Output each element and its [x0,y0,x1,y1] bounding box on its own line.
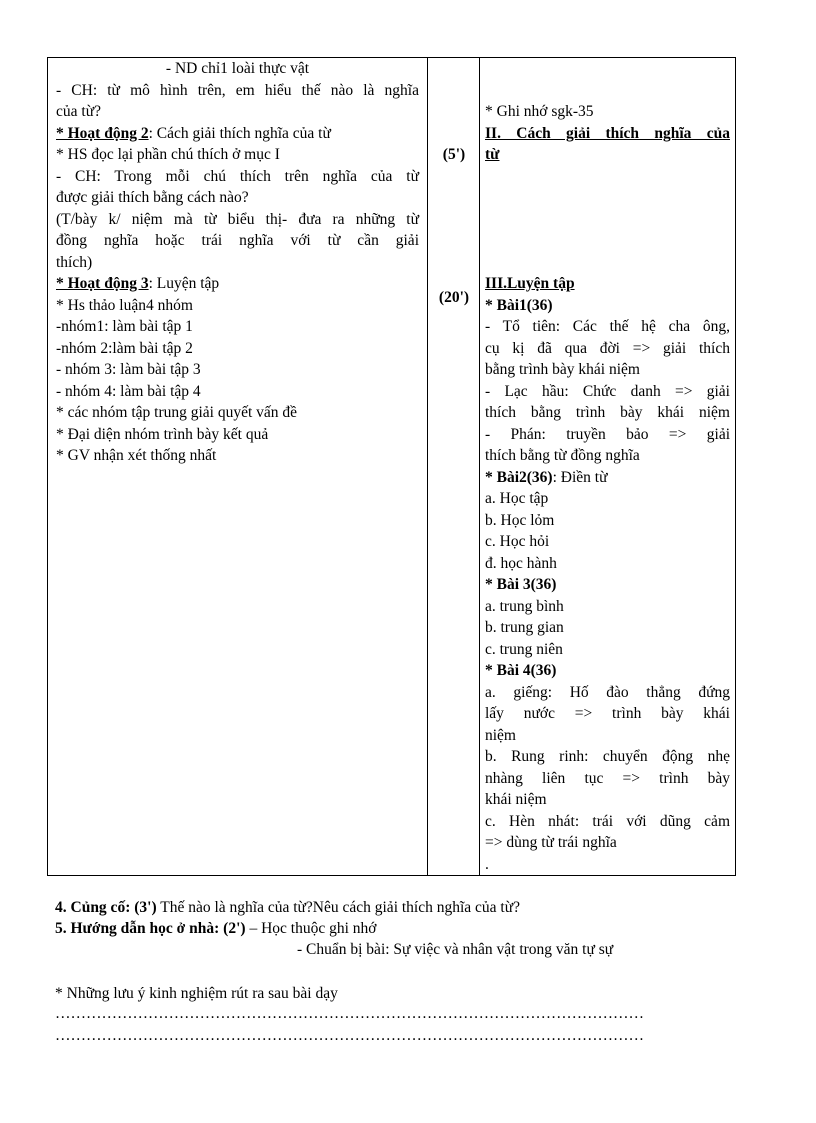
activity-line [48,123,427,145]
activity-line: - CH: từ mô hình trên, em hiểu thế nào là nghĩa [56,81,419,99]
time-label-activity-3: (20') [438,289,470,306]
content-line: - Lạc hầu: Chức danh => giải [485,382,730,400]
content-line: c. Hèn nhát: trái với dũng cảm [485,812,730,830]
content-line: b. trung gian [485,619,564,636]
activities-column [48,58,427,467]
content-line: III.Luyện tập [485,275,575,292]
activity-heading: * Hoạt động 2 [56,124,149,142]
homework-text: – Học thuộc ghi nhớ [245,920,377,937]
lesson-plan-table [47,57,736,876]
activity-line: * Đại diện nhóm trình bày kết quả [56,425,269,443]
content-line: niệm [485,726,516,744]
content-line: * Ghi nhớ sgk-35 [485,103,594,120]
content-line: đ. học hành [485,554,557,572]
content-line: thích bằng trình bày khái niệm [485,404,730,421]
content-line: * Bài 4(36) [485,662,557,679]
activity-line: * các nhóm tập trung giải quyết vấn đề [56,404,298,421]
activity-heading: * Hoạt động 3 [56,275,149,292]
content-line: b. Rung rinh: chuyển động nhẹ [485,748,730,765]
activity-line: * GV nhận xét thống nhất [56,447,217,464]
activities-cell [48,58,428,876]
consolidation-text: Thế nào là nghĩa của từ?Nêu cách giải thích nghĩa của từ? [156,899,521,916]
notes-dotted-line-2: …………………………………………………………………………………………………… [55,1027,644,1044]
notes-dotted-line-1: …………………………………………………………………………………………………… [55,1005,644,1022]
time-column [428,58,479,872]
activity-line: - ND chỉ1 loài thực vật [165,60,310,77]
activity-line: * HS đọc lại phần chú thích ở mục I [56,146,280,163]
homework-line [55,918,745,939]
content-heading: * Bài2(36) [485,468,553,486]
content-line: a. giếng: Hố đào thẳng đứng [485,683,730,701]
activity-line: đồng nghĩa hoặc trái nghĩa với từ cần giải [56,232,419,249]
time-label-activity-2: (5') [442,146,466,163]
activity-line: - CH: Trong mỗi chú thích trên nghĩa của từ [56,167,419,185]
content-text: : Điền từ [552,468,608,486]
content-line [480,467,735,489]
activity-line: -nhóm 2:làm bài tập 2 [56,339,193,357]
content-line [480,58,735,80]
activity-line: * Hs thảo luận4 nhóm [56,296,193,314]
content-line: II. Cách giải thích nghĩa của [485,124,730,142]
content-line [480,80,735,102]
content-line [480,166,735,188]
consolidation-line [55,897,745,918]
content-line [480,230,735,252]
content-line: từ [485,146,500,163]
table-row [48,58,736,876]
content-line [480,209,735,231]
content-line: c. trung niên [485,640,563,658]
content-line [480,252,735,274]
consolidation-time: (3') [134,899,157,916]
homework-time: (2') [223,920,246,937]
content-line: - Tổ tiên: Các thế hệ cha ông, [485,318,730,335]
content-line: a. trung bình [485,597,564,615]
content-line: cụ kị đã qua đời => giải thích [485,339,730,357]
content-line: b. Học lỏm [485,511,555,529]
content-column [480,58,735,875]
time-cell [428,58,480,876]
activity-text: : Luyện tập [148,275,220,292]
content-line: a. Học tập [485,490,549,507]
content-line: => dùng từ trái nghĩa [485,834,617,851]
content-line: . [485,855,489,873]
activity-line: thích) [56,253,93,271]
content-line: * Bài 3(36) [485,576,557,593]
activity-line: của từ? [56,103,101,120]
content-line: khái niệm [485,791,547,808]
activity-line: (T/bày k/ niệm mà từ biểu thị- đưa ra những từ [56,210,419,228]
activity-line: - nhóm 4: làm bài tập 4 [56,382,201,400]
content-line [480,187,735,209]
notes-label: * Những lưu ý kinh nghiệm rút ra sau bài dạy [55,985,338,1002]
activity-line: - nhóm 3: làm bài tập 3 [56,361,201,378]
content-line: * Bài1(36) [485,296,553,314]
content-line: lấy nước => trình bày khái [485,705,730,722]
content-line: - Phán: truyền bảo => giải [485,425,730,443]
activity-text: : Cách giải thích nghĩa của từ [148,124,331,142]
homework-label: 5. Hướng dẫn học ở nhà: [55,920,220,937]
activity-line [48,273,427,295]
activity-line: được giải thích bằng cách nào? [56,189,249,206]
content-line: thích bằng từ đồng nghĩa [485,447,640,464]
content-line: nhàng liên tục => trình bày [485,769,730,787]
consolidation-label: 4. Củng cố: [55,899,131,916]
content-line: bằng trình bày khái niệm [485,361,640,378]
homework-line-2: - Chuẩn bị bài: Sự việc và nhân vật trong văn tự sự [297,941,614,958]
activity-line: -nhóm1: làm bài tập 1 [56,318,193,335]
content-cell [480,58,736,876]
content-line: c. Học hỏi [485,533,550,550]
